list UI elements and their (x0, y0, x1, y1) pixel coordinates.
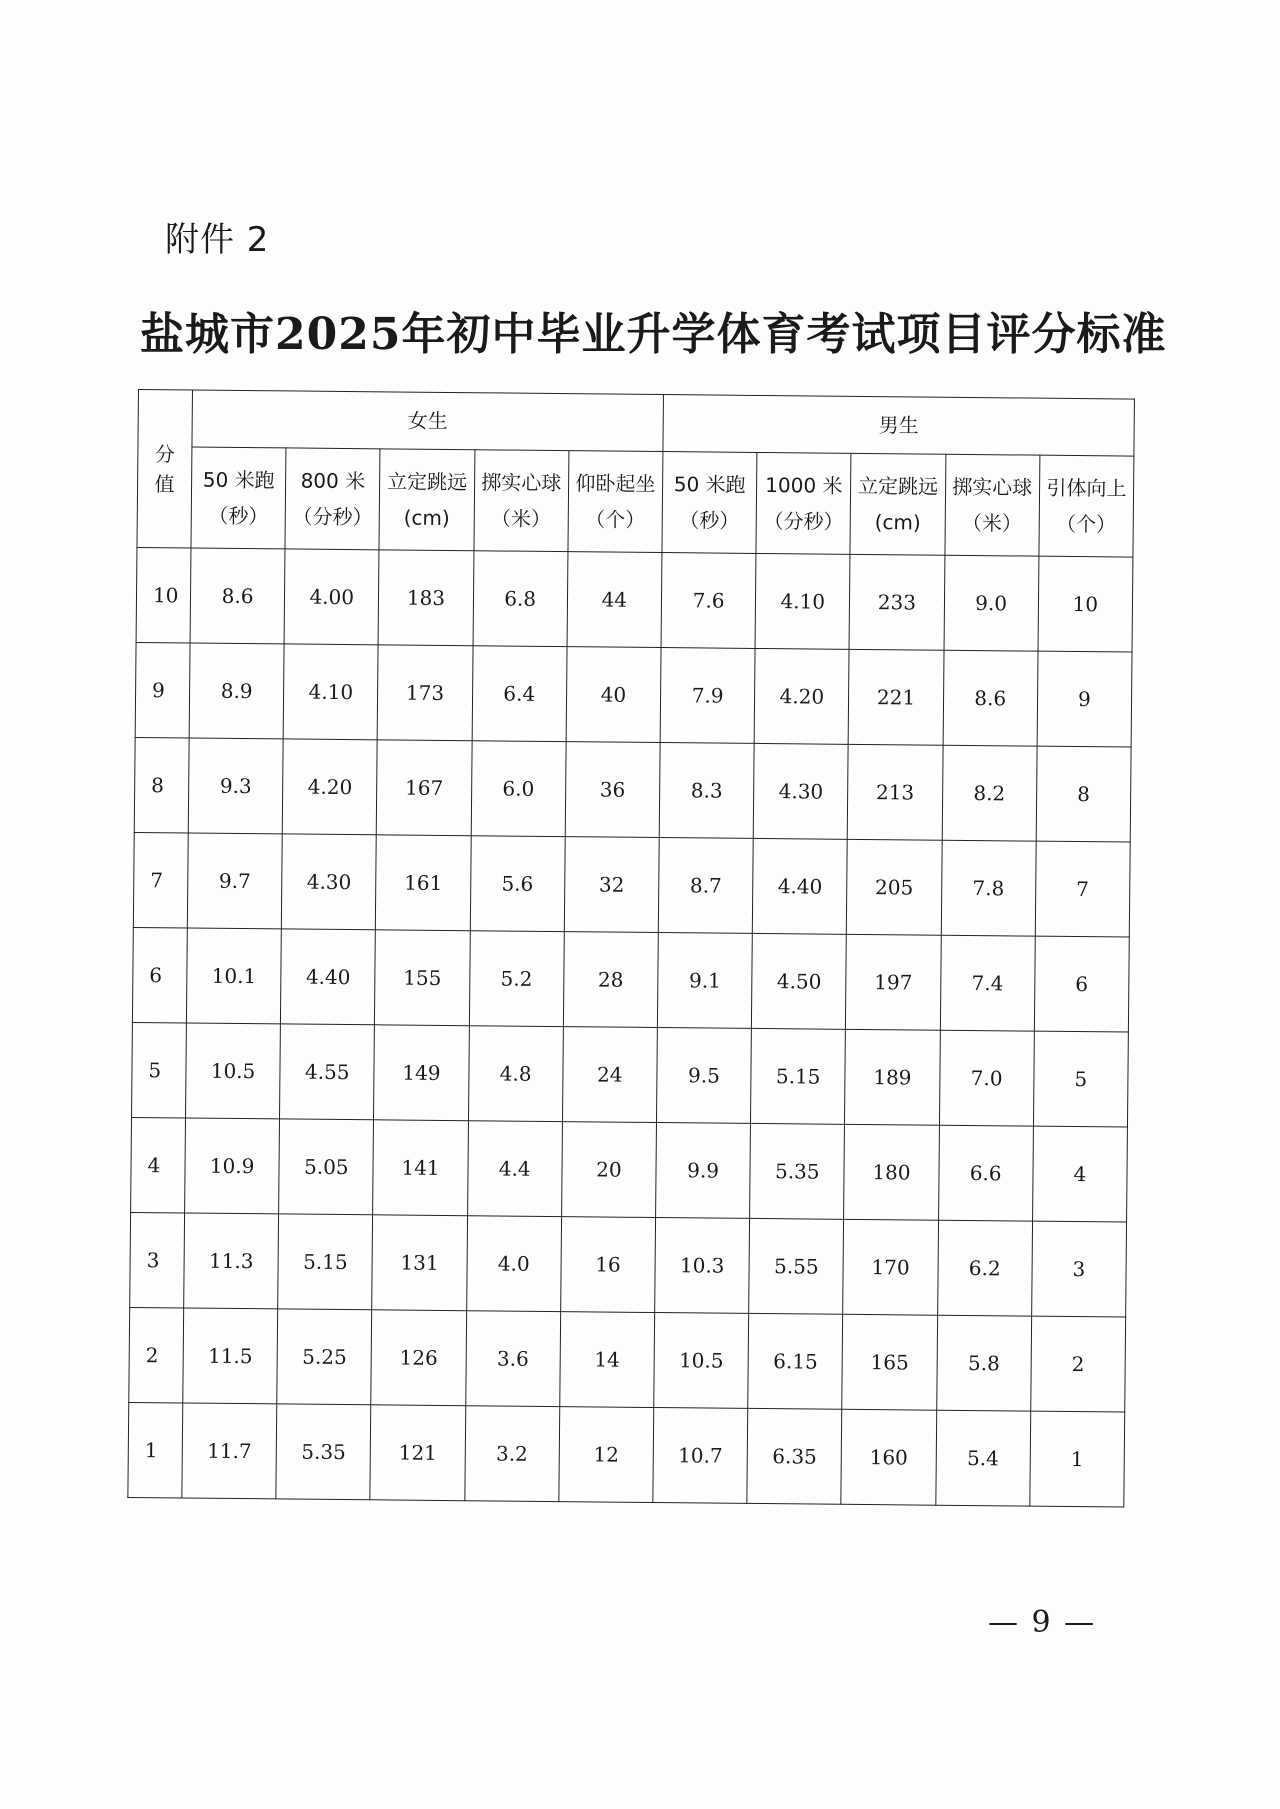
female-item-header (191, 447, 286, 549)
female-value-cell: 161 (376, 835, 471, 931)
table-row (130, 1212, 1127, 1317)
table-row (131, 1117, 1128, 1222)
item-unit: （个） (1056, 511, 1117, 537)
female-value-cell: 4.55 (280, 1024, 375, 1120)
male-value-cell: 7.6 (661, 553, 756, 649)
male-value-cell: 189 (845, 1029, 940, 1125)
male-value-cell: 2 (1030, 1316, 1125, 1412)
female-value-cell: 149 (374, 1025, 469, 1121)
male-value-cell: 7.8 (941, 840, 1036, 936)
female-value-cell: 5.2 (469, 931, 564, 1027)
female-item-header (568, 451, 663, 553)
male-value-cell: 165 (842, 1314, 937, 1410)
item-name: 50 米跑 (673, 472, 746, 497)
male-value-cell: 213 (848, 744, 943, 840)
score-column-header (137, 390, 193, 549)
female-value-cell: 126 (371, 1310, 466, 1406)
male-value-cell: 9.9 (656, 1123, 751, 1219)
male-value-cell: 7 (1035, 841, 1130, 937)
male-item-header (756, 452, 851, 554)
male-value-cell: 4 (1032, 1126, 1127, 1222)
table-row (132, 1022, 1129, 1127)
female-value-cell: 5.6 (470, 836, 565, 932)
female-value-cell: 4.8 (468, 1026, 563, 1122)
female-value-cell: 173 (378, 645, 473, 741)
female-value-cell: 8.9 (189, 643, 284, 739)
female-value-cell: 131 (372, 1215, 467, 1311)
score-cell: 1 (128, 1402, 183, 1498)
male-value-cell: 10.3 (655, 1218, 750, 1314)
item-name: 掷实心球 (481, 470, 562, 496)
male-value-cell: 5.15 (751, 1028, 846, 1124)
female-value-cell: 10.5 (186, 1023, 281, 1119)
female-value-cell: 11.5 (183, 1308, 278, 1404)
male-item-header (850, 453, 945, 555)
group-header-row (138, 390, 1135, 457)
female-value-cell: 4.4 (467, 1121, 562, 1217)
female-value-cell: 4.20 (282, 739, 377, 835)
male-value-cell: 6.6 (938, 1125, 1033, 1221)
male-group-header: 男生 (663, 395, 1135, 457)
male-value-cell: 4.20 (754, 648, 849, 744)
item-unit: (cm) (874, 510, 921, 535)
item-unit: （米） (490, 506, 552, 531)
male-value-cell: 5.4 (935, 1410, 1030, 1506)
male-value-cell: 8.6 (943, 650, 1038, 746)
attachment-label: 附件 2 (165, 220, 270, 260)
score-header-line-1: 分 (154, 441, 175, 466)
male-item-header (662, 452, 757, 554)
female-value-cell: 4.30 (282, 834, 377, 930)
male-value-cell: 6 (1034, 936, 1129, 1032)
female-item-header (285, 448, 380, 550)
female-value-cell: 14 (560, 1312, 655, 1408)
male-value-cell: 197 (846, 934, 941, 1030)
male-value-cell: 5 (1033, 1031, 1128, 1127)
male-item-header (1039, 455, 1134, 557)
table-row (135, 642, 1132, 747)
item-header-row (137, 447, 1134, 558)
item-unit: （米） (961, 510, 1023, 536)
male-value-cell: 6.2 (937, 1220, 1032, 1316)
female-value-cell: 11.7 (182, 1403, 277, 1499)
female-value-cell: 12 (559, 1407, 654, 1503)
score-cell: 4 (131, 1117, 186, 1213)
female-value-cell: 4.40 (281, 929, 376, 1025)
female-item-header (379, 449, 474, 551)
male-value-cell: 7.4 (940, 935, 1035, 1031)
item-name: 引体向上 (1046, 475, 1127, 501)
female-value-cell: 183 (378, 550, 473, 646)
male-value-cell: 170 (843, 1219, 938, 1315)
male-item-header (945, 454, 1040, 556)
male-value-cell: 3 (1031, 1221, 1126, 1317)
male-value-cell: 8 (1036, 746, 1131, 842)
female-value-cell: 11.3 (184, 1213, 279, 1309)
female-value-cell: 4.0 (466, 1216, 561, 1312)
item-unit: （分秒） (292, 504, 373, 530)
female-value-cell: 20 (561, 1122, 656, 1218)
female-value-cell: 24 (562, 1027, 657, 1123)
male-value-cell: 9 (1037, 651, 1132, 747)
score-cell: 10 (136, 547, 191, 643)
item-name: 1000 米 (765, 473, 843, 498)
male-value-cell: 8.7 (658, 838, 753, 934)
male-value-cell: 5.8 (936, 1315, 1031, 1411)
female-value-cell: 3.2 (464, 1406, 559, 1502)
male-value-cell: 7.9 (660, 648, 755, 744)
male-value-cell: 9.0 (944, 555, 1039, 651)
female-value-cell: 6.8 (473, 551, 568, 647)
female-value-cell: 5.05 (279, 1119, 374, 1215)
score-cell: 6 (132, 927, 187, 1023)
male-value-cell: 221 (848, 649, 943, 745)
item-unit: （个） (585, 507, 646, 532)
table-body (128, 547, 1133, 1507)
female-value-cell: 167 (377, 740, 472, 836)
female-value-cell: 141 (373, 1120, 468, 1216)
male-value-cell: 1 (1030, 1411, 1125, 1507)
page-number: — 9 — (988, 1605, 1097, 1640)
female-value-cell: 8.6 (190, 548, 285, 644)
male-value-cell: 6.15 (748, 1313, 843, 1409)
male-value-cell: 9.1 (657, 933, 752, 1029)
male-value-cell: 7.0 (939, 1030, 1034, 1126)
table-row (134, 737, 1131, 842)
male-value-cell: 233 (849, 554, 944, 650)
document-title: 盐城市2025年初中毕业升学体育考试项目评分标准 (140, 309, 1167, 360)
male-value-cell: 4.40 (752, 838, 847, 934)
score-cell: 5 (132, 1022, 187, 1118)
female-value-cell: 9.3 (188, 738, 283, 834)
table-row (128, 1402, 1125, 1507)
male-value-cell: 9.5 (656, 1028, 751, 1124)
table-row (132, 927, 1129, 1032)
item-unit: （分秒） (763, 509, 844, 534)
male-value-cell: 160 (841, 1409, 936, 1505)
male-value-cell: 6.35 (747, 1408, 842, 1504)
female-value-cell: 44 (567, 552, 662, 648)
item-unit: （秒） (208, 503, 269, 529)
score-cell: 2 (129, 1307, 184, 1403)
female-value-cell: 40 (566, 647, 661, 743)
female-value-cell: 9.7 (187, 833, 282, 929)
male-value-cell: 10.5 (654, 1313, 749, 1409)
female-value-cell: 5.35 (276, 1404, 371, 1500)
female-value-cell: 10.9 (185, 1118, 280, 1214)
item-name: 掷实心球 (952, 474, 1033, 500)
male-value-cell: 180 (844, 1124, 939, 1220)
female-value-cell: 28 (563, 932, 658, 1028)
female-value-cell: 32 (564, 837, 659, 933)
male-value-cell: 4.30 (753, 743, 848, 839)
item-unit: （秒） (679, 508, 740, 533)
score-cell: 8 (134, 737, 189, 833)
male-value-cell: 205 (847, 839, 942, 935)
item-name: 仰卧起坐 (575, 471, 656, 496)
male-value-cell: 4.10 (755, 553, 850, 649)
score-cell: 3 (130, 1212, 185, 1308)
scoring-standard-table (127, 389, 1135, 1508)
score-cell: 7 (133, 832, 188, 928)
item-name: 立定跳远 (857, 473, 939, 499)
item-unit: (cm) (403, 505, 450, 530)
table-header (137, 390, 1134, 558)
female-value-cell: 6.0 (471, 741, 566, 837)
female-value-cell: 36 (565, 742, 660, 838)
female-item-header (474, 450, 569, 552)
female-group-header: 女生 (192, 390, 664, 452)
female-value-cell: 5.15 (278, 1214, 373, 1310)
item-name: 50 米跑 (202, 467, 275, 493)
score-header-line-2: 值 (154, 471, 175, 496)
male-value-cell: 8.3 (659, 743, 754, 839)
female-value-cell: 3.6 (465, 1311, 560, 1407)
male-value-cell: 8.2 (942, 745, 1037, 841)
female-value-cell: 155 (375, 930, 470, 1026)
male-value-cell: 10 (1038, 556, 1133, 652)
score-cell: 9 (135, 642, 190, 738)
item-name: 立定跳远 (386, 469, 468, 495)
table-row (129, 1307, 1126, 1412)
female-value-cell: 6.4 (472, 646, 567, 742)
table-row (133, 832, 1130, 937)
female-value-cell: 121 (370, 1405, 465, 1501)
male-value-cell: 5.35 (750, 1123, 845, 1219)
female-value-cell: 16 (560, 1217, 655, 1313)
item-name: 800 米 (300, 468, 366, 494)
female-value-cell: 10.1 (186, 928, 281, 1024)
female-value-cell: 4.10 (283, 644, 378, 740)
male-value-cell: 4.50 (752, 933, 847, 1029)
female-value-cell: 4.00 (284, 549, 379, 645)
table-row (136, 547, 1133, 652)
male-value-cell: 10.7 (653, 1407, 748, 1503)
female-value-cell: 5.25 (277, 1309, 372, 1405)
male-value-cell: 5.55 (749, 1218, 844, 1314)
